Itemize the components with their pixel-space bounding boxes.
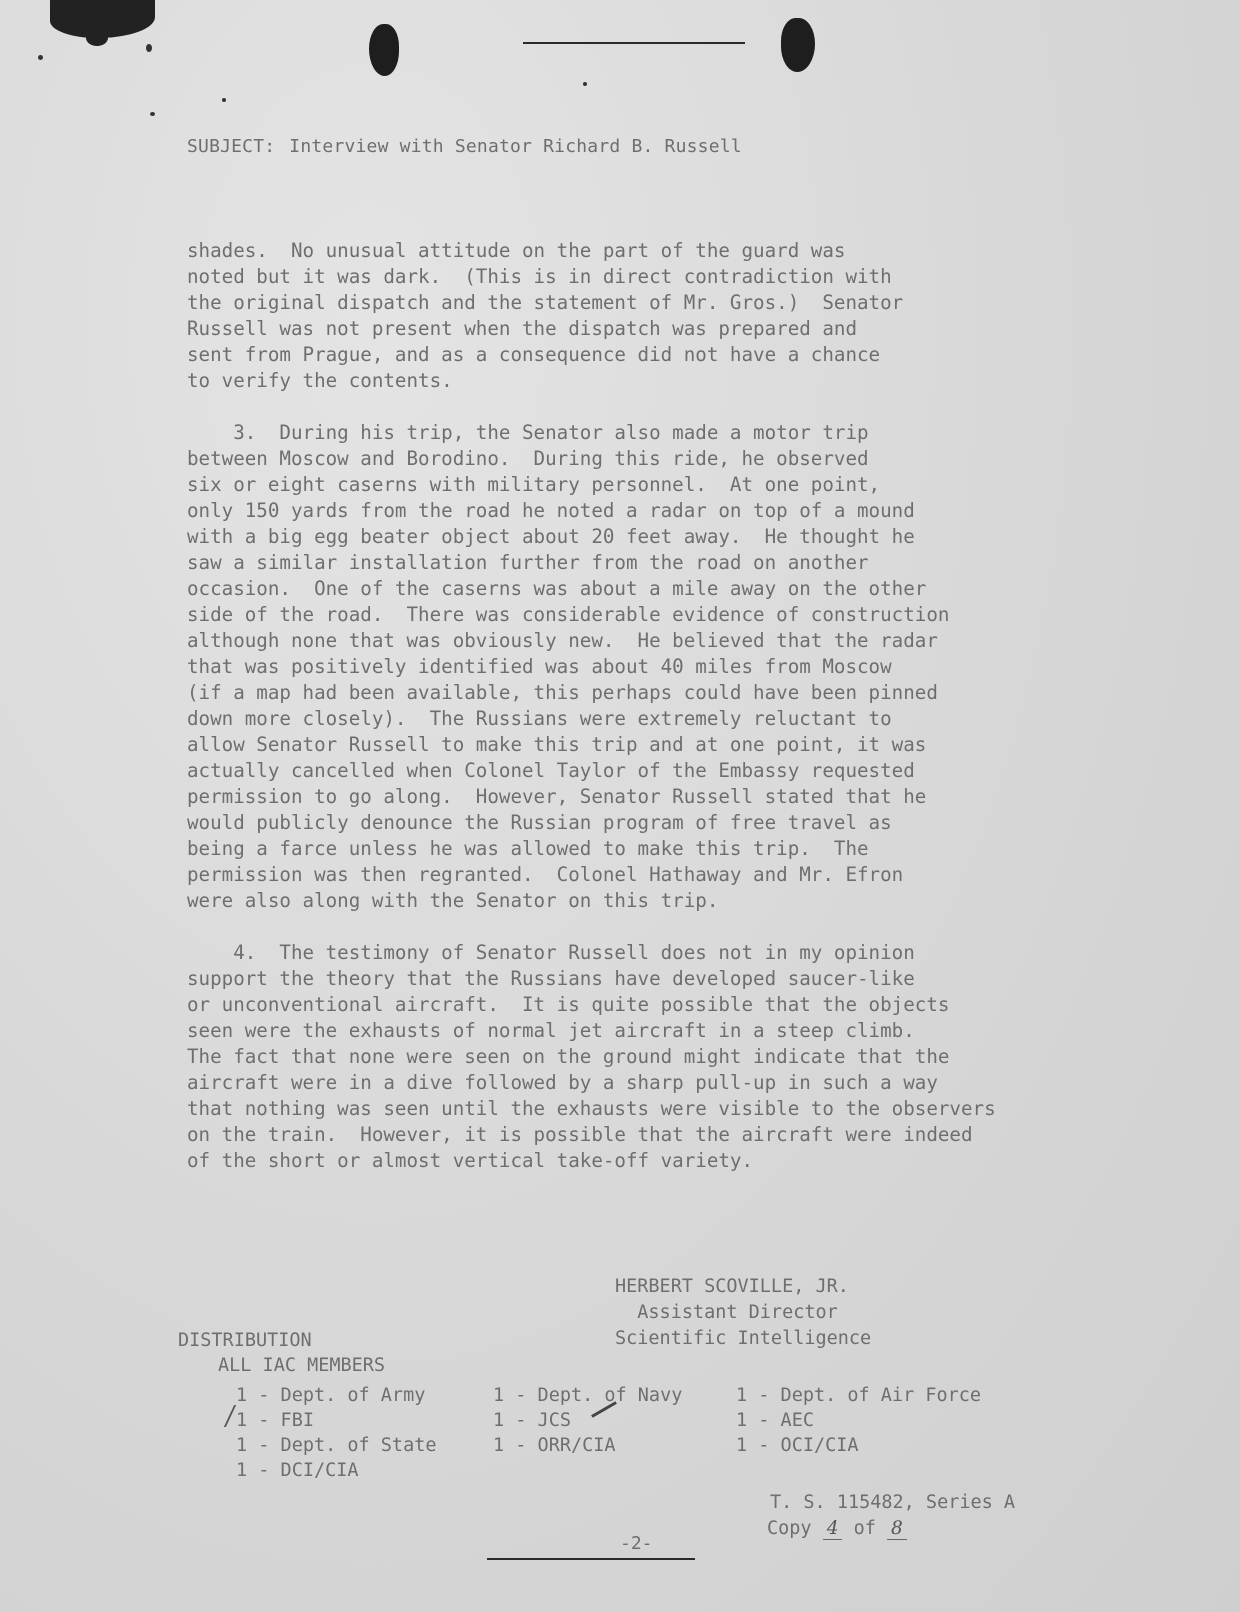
distribution-row	[236, 1433, 1036, 1458]
subject-line	[187, 136, 742, 157]
distribution-item	[493, 1458, 736, 1483]
distribution-row	[236, 1458, 1036, 1483]
distribution-subtitle: ALL IAC MEMBERS	[218, 1355, 386, 1376]
copy-prefix: Copy	[767, 1518, 812, 1539]
footer-rule	[487, 1558, 695, 1560]
speck	[150, 112, 155, 116]
punch-hole-right	[781, 18, 815, 72]
speck	[146, 44, 152, 52]
signature-block: HERBERT SCOVILLE, JR. Assistant Director Scientific Intelligence	[615, 1276, 872, 1349]
reference-number: T. S. 115482, Series A	[770, 1492, 1016, 1513]
distribution-item: 1 - Dept. of Air Force	[736, 1385, 982, 1406]
paragraph-continued: shades. No unusual attitude on the part of the guard was noted but it was dark. (This is in direct contradiction with the original dispatch and the statement of Mr. Gros.) Senator Russell was not present when the dispatch was prepared and sent from Prague, and as a consequence did not have a chance to verify the contents.	[187, 239, 904, 392]
speck	[583, 82, 587, 86]
punch-hole-left	[369, 24, 399, 76]
distribution-row	[236, 1408, 1036, 1433]
copy-number: 4	[823, 1518, 843, 1540]
subject-label: SUBJECT:	[187, 136, 276, 157]
distribution-item: 1 - AEC	[736, 1410, 814, 1431]
paragraph-4: 4. The testimony of Senator Russell does not in my opinion support the theory that the Russians have developed saucer-like or unconventional aircraft. It is quite possible that the objects seen were the exhausts of normal jet aircraft in a steep climb. The fact that none were seen on the ground might indicate that the aircraft were in a dive followed by a sharp pull-up in such a way that nothing was seen until the exhausts were visible to the observers on the train. However, it is possible that the aircraft were indeed of the short or almost vertical take-off variety.	[187, 941, 996, 1172]
distribution-item: 1 - Dept. of Navy	[493, 1385, 683, 1406]
distribution-item: 1 - JCS	[493, 1410, 571, 1431]
page-number: -2-	[620, 1533, 653, 1554]
paragraph-3: 3. During his trip, the Senator also made a motor trip between Moscow and Borodino. During this ride, he observed six or eight caserns with military personnel. At one point, only 150 yards from the road he noted a radar on top of a mound with a big egg beater object about 20 feet away. He thought he saw a similar installation further from the road on another occasion. One of the caserns was about a mile away on the other side of the road. There was considerable evidence of construction although none that was obviously new. He believed that the radar that was positively identified was about 40 miles from Moscow (if a map had been available, this perhaps could have been pinned down more closely). The Russians were extremely reluctant to allow Senator Russell to make this trip and at one point, it was actually cancelled when Colonel Taylor of the Embassy requested permission to go along. However, Senator Russell stated that he would publicly denounce the Russian program of free travel as being a farce unless he was allowed to make this trip. The permission was then regranted. Colonel Hathaway and Mr. Efron were also along with the Senator on this trip.	[187, 421, 950, 912]
distribution-item: 1 - DCI/CIA	[236, 1460, 359, 1481]
distribution-item: 1 - Dept. of State	[236, 1435, 437, 1456]
distribution-item: 1 - Dept. of Army	[236, 1385, 426, 1406]
speck	[38, 55, 43, 60]
speck	[222, 98, 226, 102]
distribution-row	[236, 1383, 1036, 1408]
copy-total: 8	[887, 1518, 907, 1540]
distribution-list	[236, 1383, 1036, 1483]
subject-text: Interview with Senator Richard B. Russell	[289, 136, 742, 157]
ink-blot	[86, 30, 108, 46]
distribution-item	[736, 1458, 1036, 1483]
distribution-item: 1 - FBI	[236, 1410, 314, 1431]
copy-of: of	[853, 1518, 876, 1539]
distribution-item: 1 - ORR/CIA	[493, 1435, 616, 1456]
distribution-title: DISTRIBUTION	[178, 1330, 312, 1351]
header-rule	[523, 42, 745, 44]
copy-line	[767, 1518, 907, 1539]
distribution-item: 1 - OCI/CIA	[736, 1435, 859, 1456]
